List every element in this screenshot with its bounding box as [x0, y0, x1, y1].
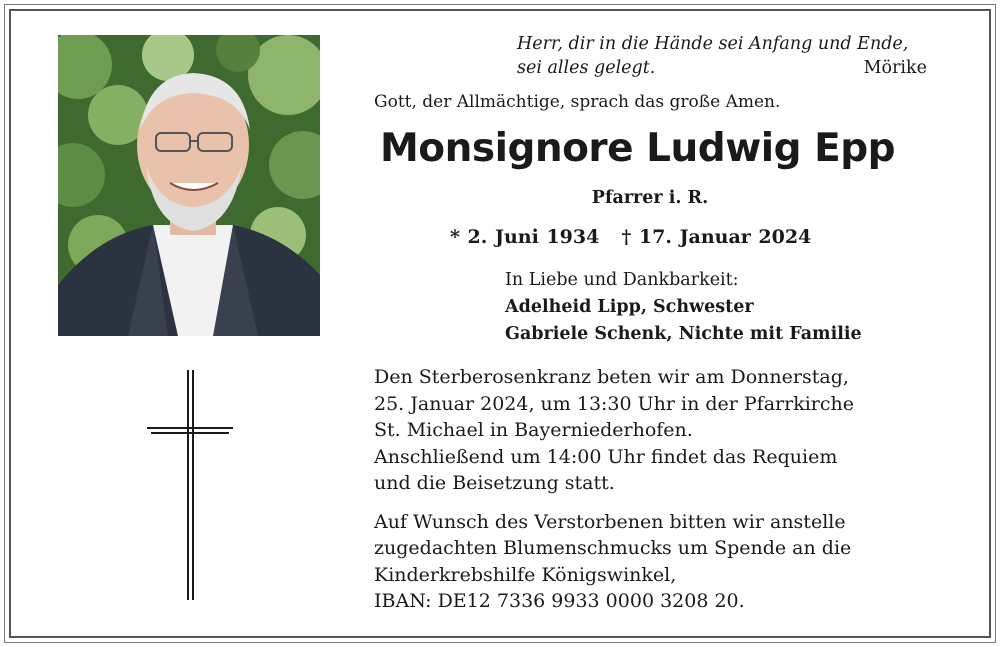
mourners-heading: In Liebe und Dankbarkeit: [505, 270, 739, 290]
portrait-photo [58, 35, 320, 336]
text-line: zugedachten Blumenschmucks um Spende an die [374, 537, 852, 559]
text-line: 25. Januar 2024, um 13:30 Uhr in der Pfarrkirche [374, 392, 855, 415]
iban-line: IBAN: DE12 7336 9933 0000 3208 20. [374, 590, 745, 612]
birth-date: * 2. Juni 1934 [450, 226, 600, 248]
death-date: † 17. Januar 2024 [621, 226, 812, 248]
mourner-name: Gabriele Schenk, Nichte mit Familie [505, 324, 862, 344]
quote-author: Mörike [863, 58, 927, 78]
donation-paragraph [374, 509, 934, 615]
epigraph-quote [517, 32, 927, 80]
life-dates [450, 226, 811, 248]
mourner-name: Adelheid Lipp, Schwester [505, 297, 754, 317]
text-line: und die Beisetzung statt. [374, 472, 615, 494]
text-line: St. Michael in Bayerniederhofen. [374, 419, 693, 441]
text-line: Kinderkrebshilfe Königswinkel, [374, 563, 677, 586]
deceased-name: Monsignore Ludwig Epp [380, 126, 896, 171]
intro-line: Gott, der Allmächtige, sprach das große Amen. [374, 92, 781, 112]
quote-line-1: Herr, dir in die Hände sei Anfang und Ende, [517, 34, 909, 54]
service-paragraph [374, 364, 934, 497]
service-text [374, 364, 934, 615]
deceased-title: Pfarrer i. R. [591, 188, 709, 208]
quote-line-2: sei alles gelegt. [517, 58, 656, 78]
text-line: Den Sterberosenkranz beten wir am Donnerstag, [374, 366, 849, 388]
mourners-block [505, 267, 862, 348]
text-line: Auf Wunsch des Verstorbenen bitten wir anstelle [374, 510, 846, 533]
cross-icon [145, 368, 237, 607]
text-line: Anschließend um 14:00 Uhr findet das Requiem [374, 445, 838, 468]
